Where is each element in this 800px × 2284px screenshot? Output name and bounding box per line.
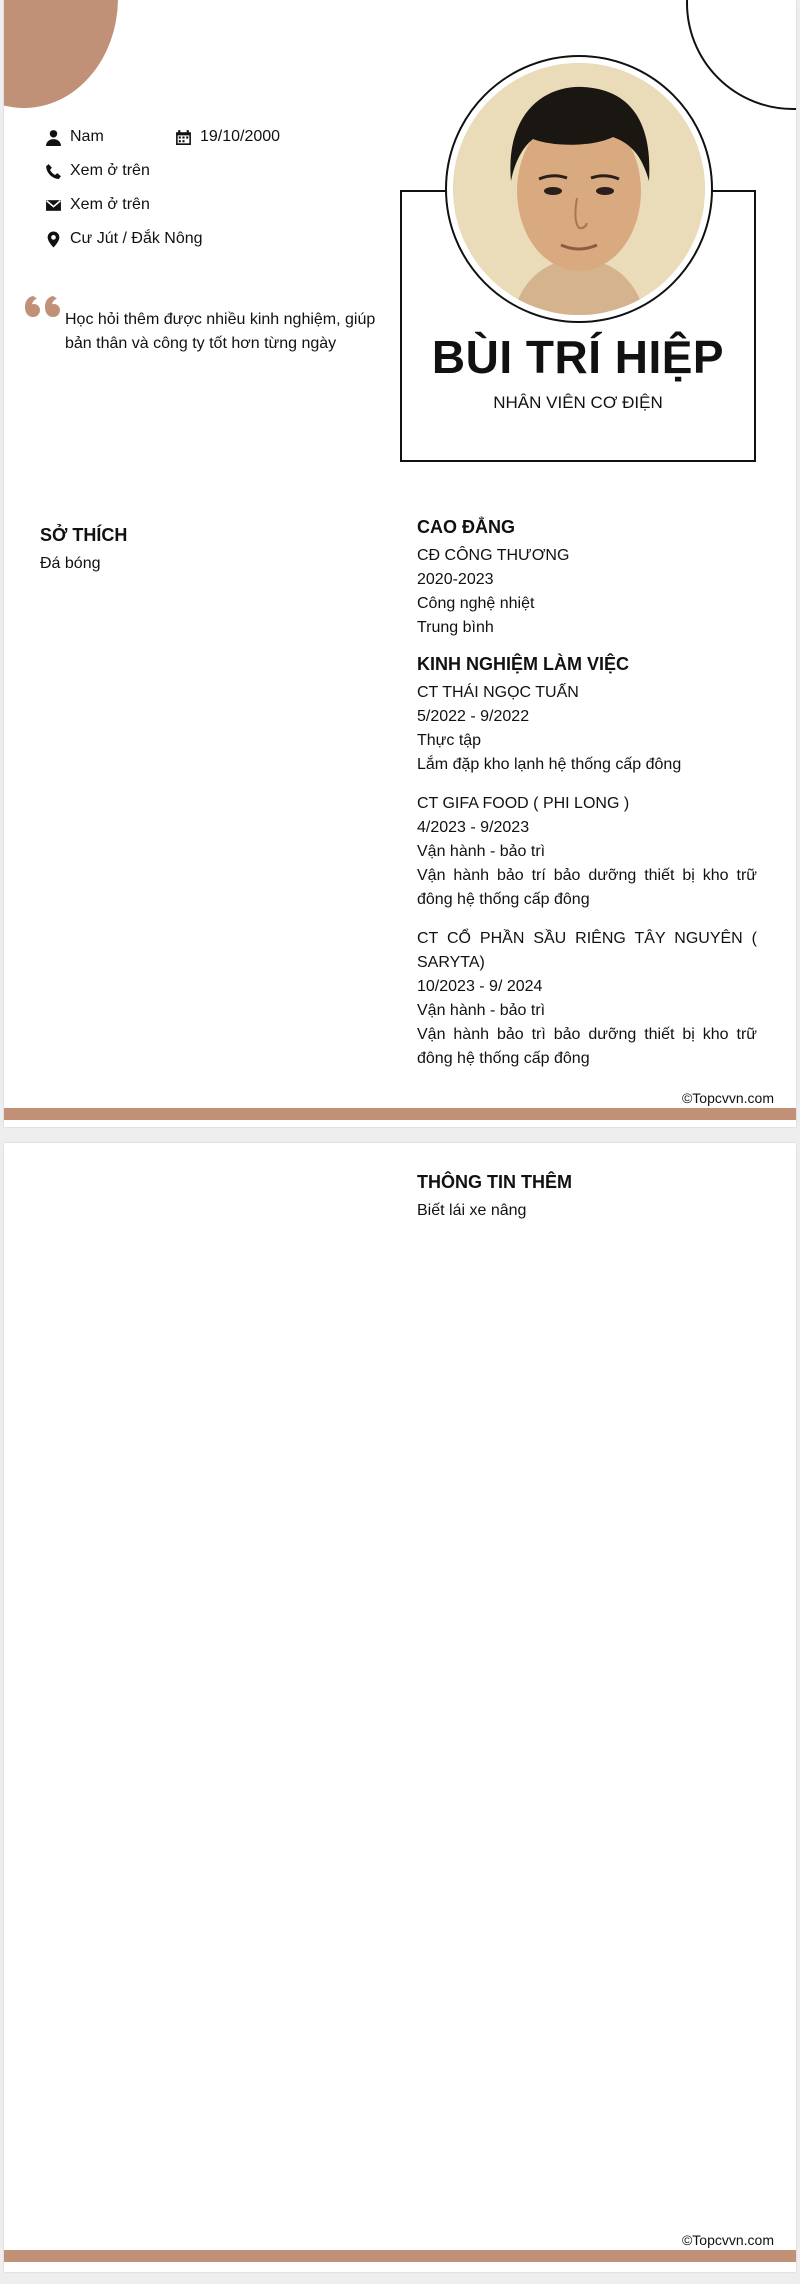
extra-info-heading: THÔNG TIN THÊM [417, 1172, 572, 1192]
email-value: Xem ở trên [70, 196, 150, 213]
avatar [445, 55, 713, 323]
education-school: CĐ CÔNG THƯƠNG [417, 547, 570, 564]
experience-period: 10/2023 - 9/ 2024 [417, 978, 543, 995]
career-objective: Học hỏi thêm được nhiều kinh nghiệm, giúp bản thân và công ty tốt hơn từng ngày [65, 311, 376, 352]
address-value: Cư Jút / Đắk Nông [70, 230, 203, 247]
dob-value: 19/10/2000 [200, 128, 281, 145]
education-major: Công nghệ nhiệt [417, 595, 535, 612]
email-row [45, 196, 150, 214]
experience-description: Vận hành bảo trí bảo dưỡng thiết bị kho trữ đông hệ thống cấp đông [417, 867, 757, 908]
phone-value: Xem ở trên [70, 162, 150, 179]
decorative-circle-outline [686, 0, 796, 110]
experience-period: 5/2022 - 9/2022 [417, 708, 530, 725]
education-grade: Trung bình [417, 619, 494, 636]
extra-info-text: Biết lái xe nâng [417, 1202, 527, 1219]
location-pin-icon [45, 231, 62, 248]
hobbies-text: Đá bóng [40, 555, 101, 572]
cv-page-1 [4, 0, 796, 1127]
envelope-icon [45, 197, 62, 214]
education-period: 2020-2023 [417, 571, 494, 588]
quote-icon [24, 292, 62, 320]
footer-watermark: ©Topcvvn.com [681, 1090, 774, 1106]
experience-company: CT CỔ PHẦN SẦU RIÊNG TÂY NGUYÊN ( SARYTA) [417, 930, 757, 971]
experience-role: Vận hành - bảo trì [417, 1002, 546, 1019]
footer-watermark: ©Topcvvn.com [681, 2232, 774, 2248]
gender-row [45, 128, 104, 146]
experience-company: CT THÁI NGỌC TUẤN [417, 684, 579, 701]
experience-company: CT GIFA FOOD ( PHI LONG ) [417, 795, 630, 812]
gender-value: Nam [70, 128, 104, 145]
dob-row [175, 128, 280, 146]
experience-period: 4/2023 - 9/2023 [417, 819, 530, 836]
hobbies-heading: SỞ THÍCH [40, 525, 128, 545]
cv-page-2 [4, 1143, 796, 2272]
experience-heading: KINH NGHIỆM LÀM VIỆC [417, 654, 630, 674]
phone-row [45, 162, 150, 180]
experience-role: Vận hành - bảo trì [417, 843, 546, 860]
portrait-photo [453, 63, 705, 315]
phone-icon [45, 163, 62, 180]
accent-bar [4, 2250, 796, 2262]
person-icon [45, 129, 62, 146]
candidate-name: BÙI TRÍ HIỆP [431, 331, 725, 383]
decorative-circle-accent [4, 0, 118, 108]
experience-description: Lắm đặp kho lạnh hệ thống cấp đông [417, 756, 682, 773]
calendar-icon [175, 129, 192, 146]
education-heading: CAO ĐẲNG [417, 517, 515, 537]
experience-description: Vận hành bảo trì bảo dưỡng thiết bị kho trữ đông hệ thống cấp đông [417, 1026, 757, 1067]
experience-role: Thực tập [417, 732, 482, 749]
accent-bar [4, 1108, 796, 1120]
job-title: NHÂN VIÊN CƠ ĐIỆN [493, 393, 663, 412]
address-row [45, 230, 203, 248]
